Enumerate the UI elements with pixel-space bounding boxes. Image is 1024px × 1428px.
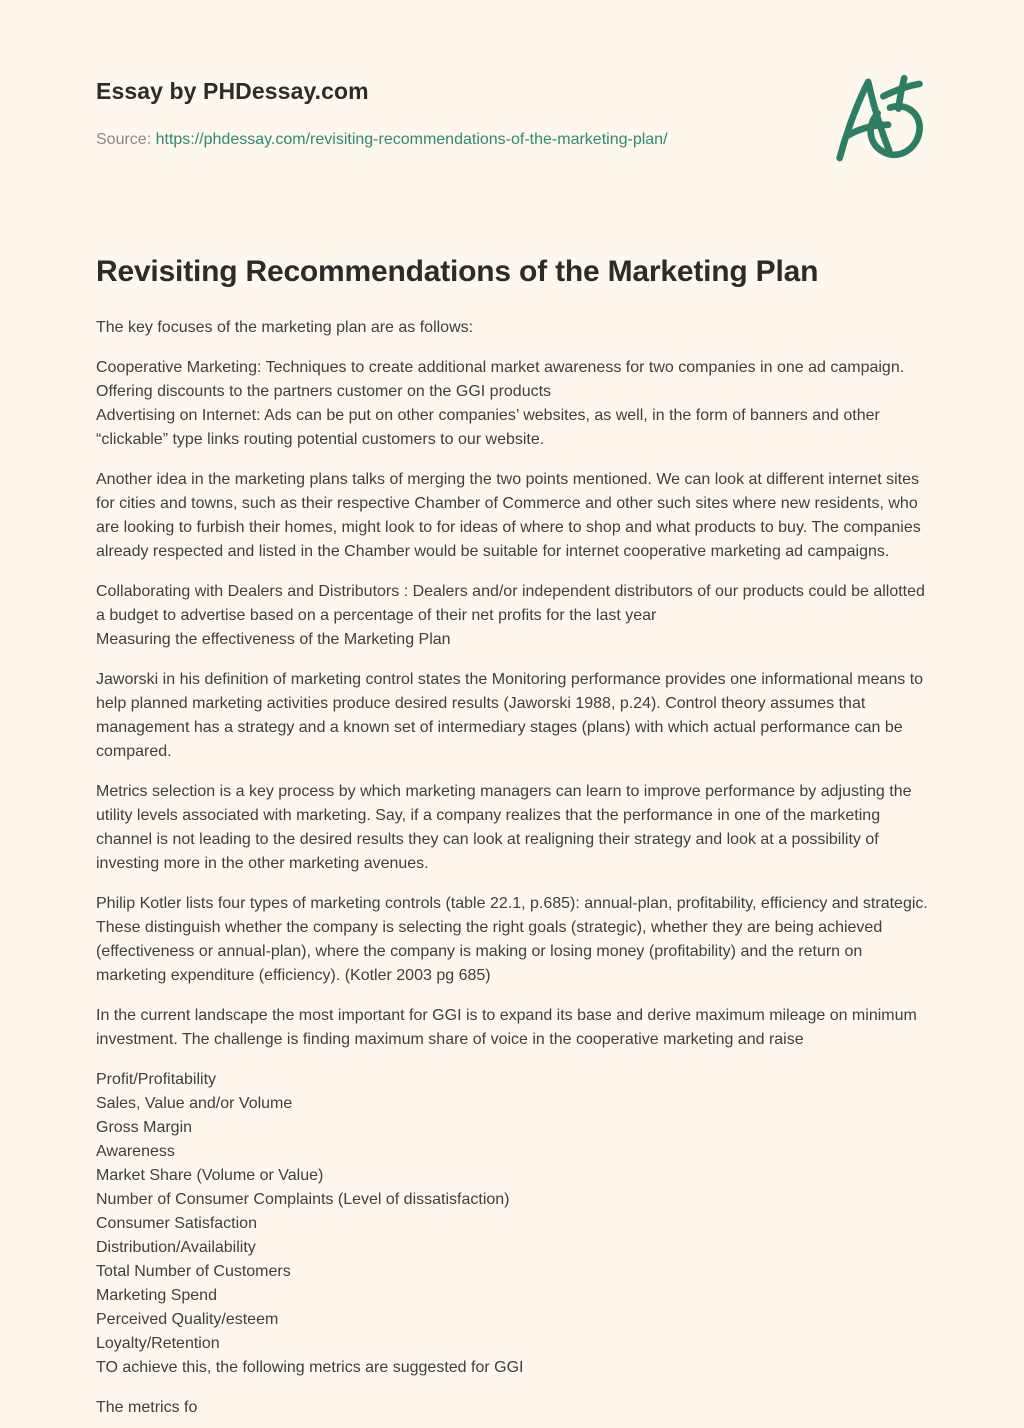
paragraph: Philip Kotler lists four types of marketing controls (table 22.1, p.685): annual-plan, profitability, efficiency and strategic. These distinguish whether the company is selecting the right goals (strategic), whether they are being achieved (effectiveness or annual-plan), where the company is making or losing money (profitability) and the return on marketing expenditure (efficiency). (Kotler 2003 pg 685) [96, 895, 928, 984]
paragraph: Cooperative Marketing: Techniques to create additional market awareness for two companies in one ad campaign. Offering discounts to the partners customer on the GGI products Advertising on Internet: Ads can be put on other companies’ websites, as well, in the form of banners and other “clickable” type links routing potential customers to our website. [96, 359, 905, 448]
page [96, 0, 928, 1420]
paragraph: Collaborating with Dealers and Distributors : Dealers and/or independent distributors of our products could be allotted a budget to advertise based on a percentage of their net profits for the last year Measuring the effectiveness of the Marketing Plan [96, 583, 925, 648]
paragraph: Profit/Profitability Sales, Value and/or Volume Gross Margin Awareness Market Share (Volume or Value) Number of Consumer Complaints (Level of dissatisfaction) Consumer Satisfaction Distribution/Availability Total Number of Customers Marketing Spend Perceived Quality/esteem Loyalty/Retention TO achieve this, the following metrics are suggested for GGI [96, 1071, 524, 1376]
paragraph: The key focuses of the marketing plan are as follows: [96, 319, 474, 336]
page-title: Revisiting Recommendations of the Marketing Plan [96, 255, 819, 288]
paragraph: The metrics fo [96, 1399, 198, 1416]
article-body [96, 316, 928, 1420]
paragraph: In the current landscape the most important for GGI is to expand its base and derive maximum mileage on minimum investment. The challenge is finding maximum share of voice in the cooperative marketing and raise [96, 1007, 917, 1048]
a-plus-logo-icon [833, 70, 928, 170]
brand-title: Essay by PHDessay.com [96, 78, 369, 104]
page-header [96, 74, 928, 170]
paragraph: Metrics selection is a key process by which marketing managers can learn to improve performance by adjusting the utility levels associated with marketing. Say, if a company realizes that the performance in one of the marketing channel is not leading to the desired results they can look at realigning their strategy and look at a possibility of investing more in the other marketing avenues. [96, 783, 912, 872]
paragraph: Jaworski in his definition of marketing control states the Monitoring performance provides one informational means to help planned marketing activities produce desired results (Jaworski 1988, p.24). Control theory assumes that management has a strategy and a known set of intermediary stages (plans) with which actual performance can be compared. [96, 671, 924, 760]
source-line [96, 131, 668, 149]
source-url-link[interactable]: https://phdessay.com/revisiting-recommendations-of-the-marketing-plan/ [155, 131, 668, 148]
header-text-block [96, 74, 668, 149]
source-label: Source: [96, 131, 152, 148]
paragraph: Another idea in the marketing plans talks of merging the two points mentioned. We can look at different internet sites for cities and towns, such as their respective Chamber of Commerce and other such sites where new residents, who are looking to furbish their homes, might look to for ideas of where to shop and what products to buy. The companies already respected and listed in the Chamber would be suitable for internet cooperative marketing ad campaigns. [96, 471, 921, 560]
